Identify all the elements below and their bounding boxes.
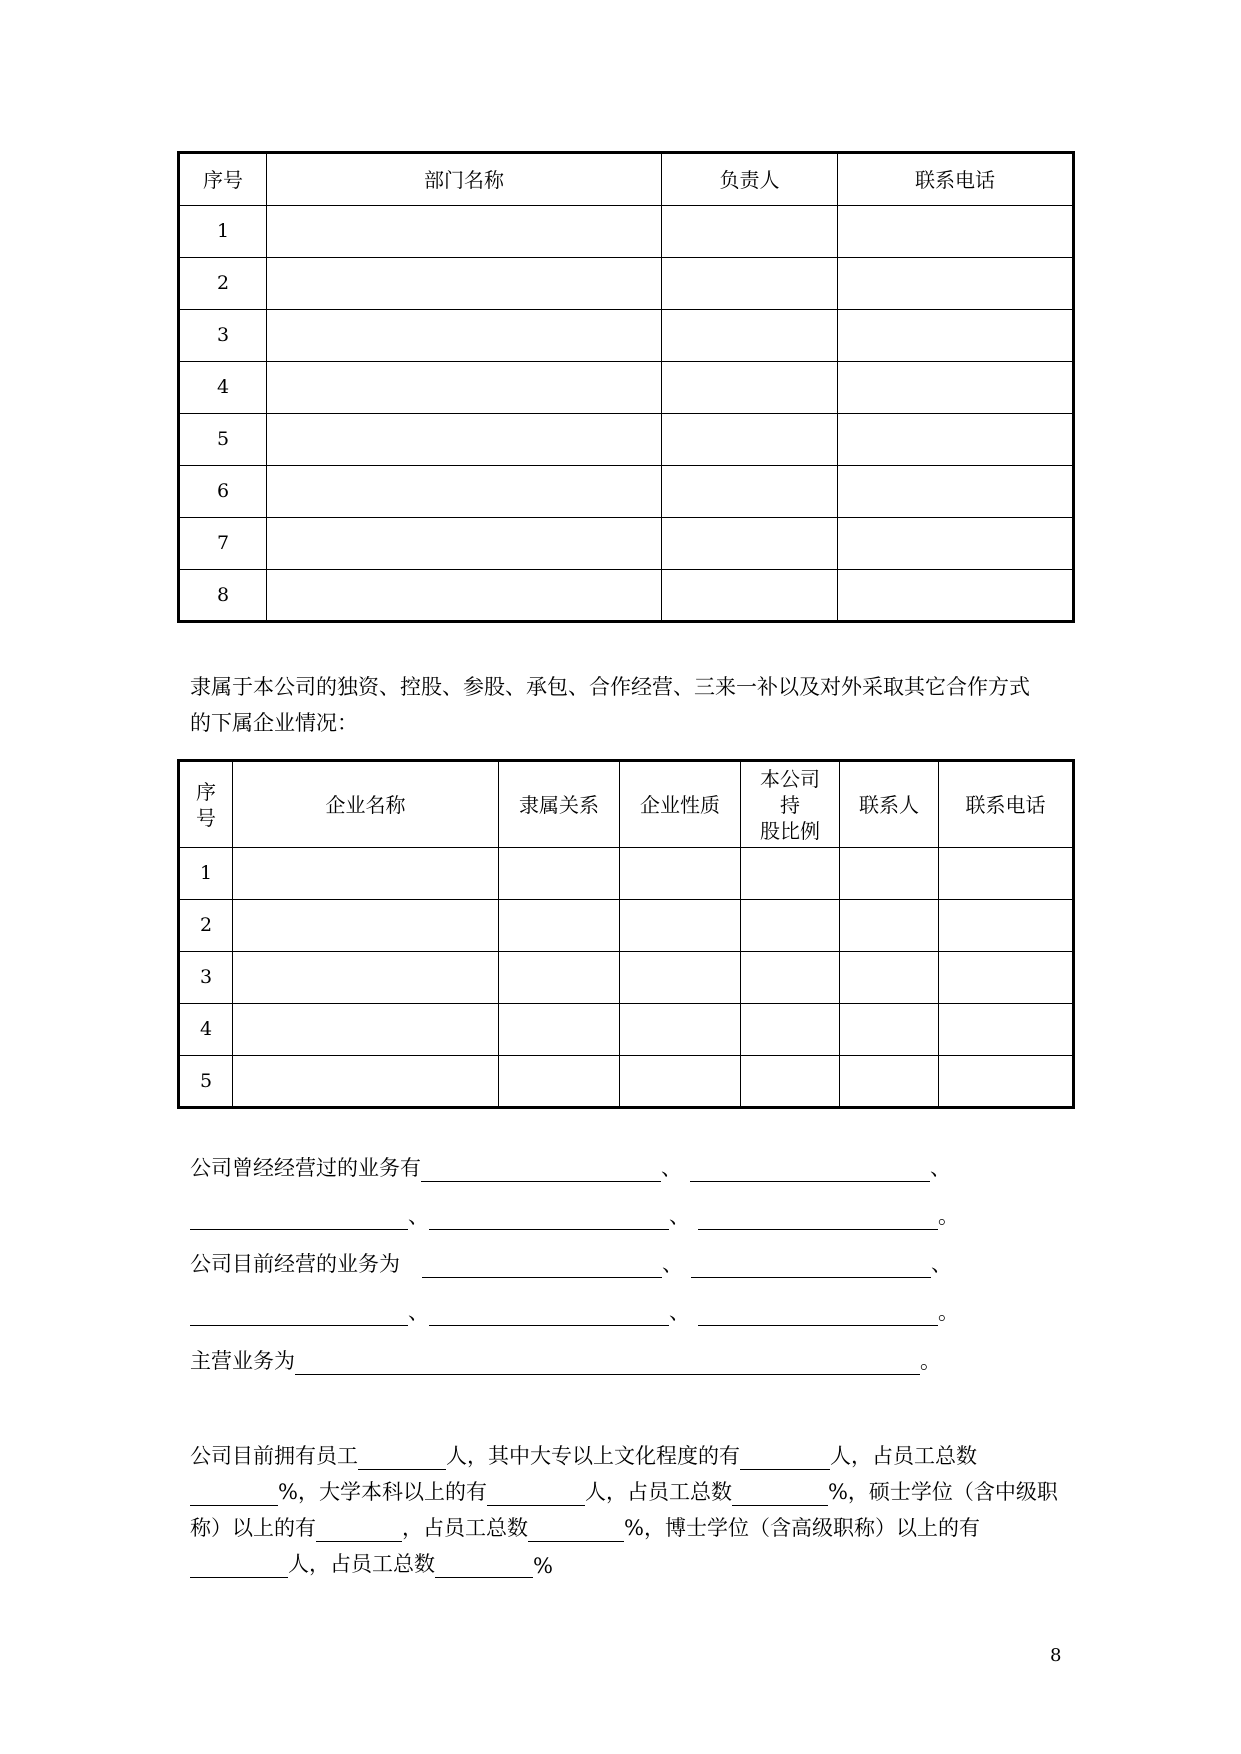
header-shareholding-line: 股比例 <box>760 818 820 843</box>
main-business-line <box>190 1345 1070 1381</box>
department-name-cell[interactable] <box>267 310 662 362</box>
department-name-cell[interactable] <box>267 258 662 310</box>
phone-cell[interactable] <box>939 952 1074 1004</box>
phone-cell[interactable] <box>838 362 1074 414</box>
past-business-line-2 <box>190 1200 1070 1236</box>
phone-cell[interactable] <box>838 310 1074 362</box>
header-shareholding-line: 本公司 <box>760 766 820 791</box>
phone-cell[interactable] <box>838 466 1074 518</box>
blank-field[interactable] <box>421 1159 661 1182</box>
staff-line-3 <box>190 1512 1070 1548</box>
blank-field[interactable] <box>487 1483 585 1506</box>
staff-text: 人，其中大专以上文化程度的有 <box>446 1444 740 1468</box>
subsidiary-intro <box>190 669 1070 741</box>
affiliation-cell[interactable] <box>499 900 620 952</box>
blank-field[interactable] <box>429 1303 669 1326</box>
shareholding-cell[interactable] <box>741 1004 840 1056</box>
phone-cell[interactable] <box>939 848 1074 900</box>
company-type-cell[interactable] <box>620 1056 741 1108</box>
table-row <box>179 952 1074 1004</box>
department-table-header <box>179 153 1074 206</box>
contact-cell[interactable] <box>840 1004 939 1056</box>
blank-field[interactable] <box>435 1555 533 1578</box>
shareholding-cell[interactable] <box>741 1056 840 1108</box>
shareholding-cell[interactable] <box>741 952 840 1004</box>
subsidiary-table-header <box>179 761 1074 848</box>
company-name-cell[interactable] <box>233 952 499 1004</box>
header-seq-line: 号 <box>196 805 216 830</box>
staff-text: %，硕士学位（含中级职 <box>827 1480 1058 1504</box>
phone-cell[interactable] <box>838 206 1074 258</box>
header-company-type: 企业性质 <box>620 761 741 848</box>
header-shareholding <box>741 761 840 848</box>
main-business-label: 主营业务为 <box>190 1349 295 1373</box>
blank-field[interactable] <box>422 1255 662 1278</box>
manager-cell[interactable] <box>662 518 838 570</box>
phone-cell[interactable] <box>838 258 1074 310</box>
manager-cell[interactable] <box>662 414 838 466</box>
subsidiary-intro-line-2: 的下属企业情况： <box>190 711 358 735</box>
affiliation-cell[interactable] <box>499 848 620 900</box>
staff-text: 人，占员工总数 <box>288 1552 435 1576</box>
separator: 、 <box>931 1252 952 1276</box>
staff-text: ，占员工总数 <box>402 1516 528 1540</box>
table-row <box>179 414 1074 466</box>
phone-cell[interactable] <box>939 1004 1074 1056</box>
company-type-cell[interactable] <box>620 900 741 952</box>
header-phone: 联系电话 <box>939 761 1074 848</box>
contact-cell[interactable] <box>840 1056 939 1108</box>
phone-cell[interactable] <box>939 1056 1074 1108</box>
company-type-cell[interactable] <box>620 848 741 900</box>
row-number: 3 <box>179 952 233 1004</box>
staff-line-2 <box>190 1476 1070 1512</box>
staff-text: 人，占员工总数 <box>584 1480 732 1504</box>
staff-text: %，博士学位（含高级职称）以上的有 <box>624 1516 980 1540</box>
staff-text: %，大学本科以上的有 <box>278 1480 487 1504</box>
current-business-line-2 <box>190 1296 1070 1332</box>
row-number: 2 <box>179 258 267 310</box>
table-row <box>179 570 1074 622</box>
header-shareholding-line: 持 <box>780 792 800 817</box>
row-number: 3 <box>179 310 267 362</box>
past-business-label: 公司曾经经营过的业务有 <box>190 1156 421 1180</box>
blank-field[interactable] <box>316 1519 402 1542</box>
blank-field[interactable] <box>190 1303 408 1326</box>
phone-cell[interactable] <box>838 414 1074 466</box>
row-number: 1 <box>179 848 233 900</box>
table-row <box>179 1056 1074 1108</box>
contact-cell[interactable] <box>840 900 939 952</box>
manager-cell[interactable] <box>662 466 838 518</box>
blank-field[interactable] <box>740 1447 830 1470</box>
affiliation-cell[interactable] <box>499 952 620 1004</box>
staff-text: 称）以上的有 <box>190 1516 316 1540</box>
header-phone: 联系电话 <box>838 153 1074 206</box>
header-seq: 序号 <box>179 153 267 206</box>
table-row <box>179 362 1074 414</box>
row-number: 8 <box>179 570 267 622</box>
department-name-cell[interactable] <box>267 362 662 414</box>
company-type-cell[interactable] <box>620 1004 741 1056</box>
shareholding-cell[interactable] <box>741 900 840 952</box>
blank-field[interactable] <box>295 1352 920 1375</box>
row-number: 1 <box>179 206 267 258</box>
blank-field[interactable] <box>190 1483 278 1506</box>
table-row <box>179 1004 1074 1056</box>
table-row <box>179 900 1074 952</box>
staff-line-4 <box>190 1548 1070 1584</box>
blank-field[interactable] <box>732 1483 828 1506</box>
contact-cell[interactable] <box>840 848 939 900</box>
blank-field[interactable] <box>691 1255 931 1278</box>
header-department-name: 部门名称 <box>267 153 662 206</box>
contact-cell[interactable] <box>840 952 939 1004</box>
staff-line-1 <box>190 1440 1070 1476</box>
blank-field[interactable] <box>429 1207 669 1230</box>
phone-cell[interactable] <box>939 900 1074 952</box>
company-name-cell[interactable] <box>233 1004 499 1056</box>
manager-cell[interactable] <box>662 570 838 622</box>
table-row <box>179 518 1074 570</box>
separator: 、 <box>408 1204 429 1228</box>
blank-field[interactable] <box>698 1207 938 1230</box>
manager-cell[interactable] <box>662 206 838 258</box>
current-business-line-1 <box>190 1248 1070 1284</box>
row-number: 2 <box>179 900 233 952</box>
subsidiary-intro-line-1: 隶属于本公司的独资、控股、参股、承包、合作经营、三来一补以及对外采取其它合作方式 <box>190 675 1030 699</box>
blank-field[interactable] <box>528 1519 624 1542</box>
department-name-cell[interactable] <box>267 466 662 518</box>
department-name-cell[interactable] <box>267 414 662 466</box>
header-contact: 联系人 <box>840 761 939 848</box>
table-row <box>179 848 1074 900</box>
table-row <box>179 466 1074 518</box>
manager-cell[interactable] <box>662 310 838 362</box>
row-number: 5 <box>179 414 267 466</box>
past-business-line-1 <box>190 1152 1070 1188</box>
company-name-cell[interactable] <box>233 900 499 952</box>
company-name-cell[interactable] <box>233 1056 499 1108</box>
separator: 、 <box>662 1252 683 1276</box>
separator: 、 <box>669 1300 690 1324</box>
department-name-cell[interactable] <box>267 518 662 570</box>
end-mark: 。 <box>938 1204 959 1228</box>
separator: 、 <box>930 1156 951 1180</box>
row-number: 6 <box>179 466 267 518</box>
company-type-cell[interactable] <box>620 952 741 1004</box>
table-row <box>179 258 1074 310</box>
department-table <box>177 151 1075 623</box>
end-mark: 。 <box>920 1349 941 1373</box>
affiliation-cell[interactable] <box>499 1004 620 1056</box>
table-row <box>179 310 1074 362</box>
affiliation-cell[interactable] <box>499 1056 620 1108</box>
staff-text: % <box>533 1554 553 1578</box>
phone-cell[interactable] <box>838 518 1074 570</box>
header-affiliation: 隶属关系 <box>499 761 620 848</box>
manager-cell[interactable] <box>662 362 838 414</box>
blank-field[interactable] <box>190 1555 288 1578</box>
department-name-cell[interactable] <box>267 570 662 622</box>
manager-cell[interactable] <box>662 258 838 310</box>
separator: 、 <box>408 1300 429 1324</box>
blank-field[interactable] <box>190 1207 408 1230</box>
header-seq-line: 序 <box>196 779 216 804</box>
blank-field[interactable] <box>358 1447 446 1470</box>
header-manager: 负责人 <box>662 153 838 206</box>
shareholding-cell[interactable] <box>741 848 840 900</box>
company-name-cell[interactable] <box>233 848 499 900</box>
blank-field[interactable] <box>690 1159 930 1182</box>
row-number: 5 <box>179 1056 233 1108</box>
row-number: 7 <box>179 518 267 570</box>
subsidiary-table <box>177 759 1075 1109</box>
department-name-cell[interactable] <box>267 206 662 258</box>
current-business-label: 公司目前经营的业务为 <box>190 1252 400 1276</box>
blank-field[interactable] <box>698 1303 938 1326</box>
row-number: 4 <box>179 362 267 414</box>
staff-text: 公司目前拥有员工 <box>190 1444 358 1468</box>
staff-text: 人，占员工总数 <box>830 1444 977 1468</box>
row-number: 4 <box>179 1004 233 1056</box>
end-mark: 。 <box>938 1300 959 1324</box>
phone-cell[interactable] <box>838 570 1074 622</box>
table-row <box>179 206 1074 258</box>
page-number: 8 <box>1050 1645 1062 1666</box>
header-company-name: 企业名称 <box>233 761 499 848</box>
header-seq <box>179 761 233 848</box>
separator: 、 <box>669 1204 690 1228</box>
separator: 、 <box>661 1156 682 1180</box>
